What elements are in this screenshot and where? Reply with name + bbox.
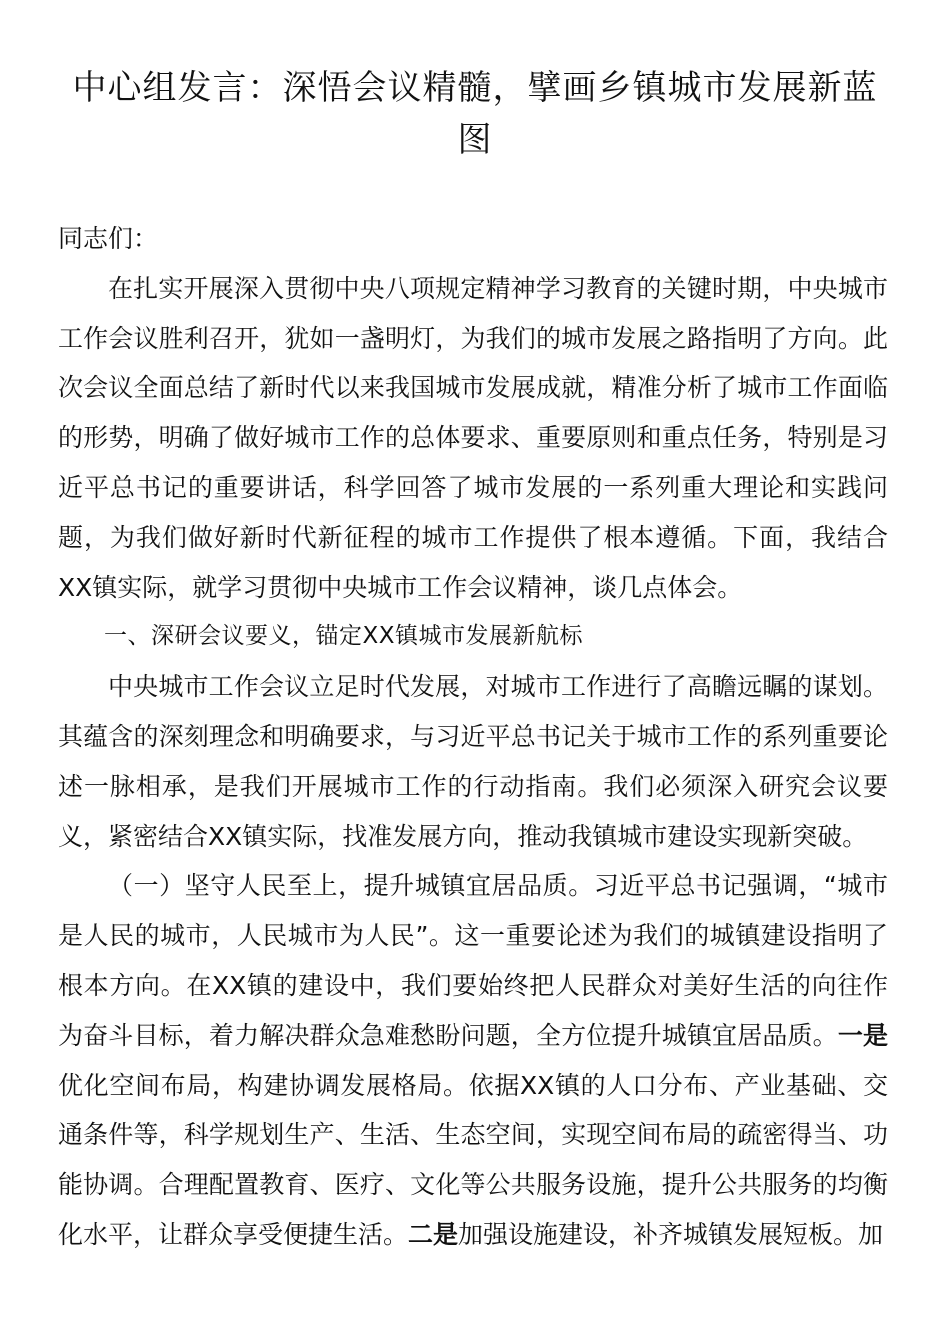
salutation: 同志们： (58, 224, 159, 253)
paragraph-subsection-1-text-b: 优化空间布局，构建协调发展格局。依据XX镇的人口分布、产业基础、交通条件等，科学规划生产、生活、生态空间，实现空间布局的疏密得当、功能协调。合理配置教育、医疗、文化等公共服务设施，提升公共服务的均衡化水平，让群众享受便捷生活。 (58, 1070, 888, 1249)
document-title: 中心组发言：深悟会议精髓，擘画乡镇城市发展新蓝图 (72, 68, 878, 160)
bold-point-2: 二是 (408, 1219, 459, 1249)
section-heading-1: 一、深研会议要义，锚定XX镇城市发展新航标 (104, 623, 584, 650)
bold-point-1: 一是 (837, 1020, 888, 1050)
document-body (58, 214, 888, 1260)
paragraph-subsection-1-text-a: （一）坚守人民至上，提升城镇宜居品质。习近平总书记强调，“城市是人民的城市，人民城市为人民”。这一重要论述为我们的城镇建设指明了根本方向。在XX镇的建设中，我们要始终把人民群众对美好生活的向往作为奋斗目标，着力解决群众急难愁盼问题，全方位提升城镇宜居品质。 (58, 871, 888, 1050)
paragraph-intro: 在扎实开展深入贯彻中央八项规定精神学习教育的关键时期，中央城市工作会议胜利召开，犹如一盏明灯，为我们的城市发展之路指明了方向。此次会议全面总结了新时代以来我国城市发展成就，精准分析了城市工作面临的形势，明确了做好城市工作的总体要求、重要原则和重点任务，特别是习近平总书记的重要讲话，科学回答了城市发展的一系列重大理论和实践问题，为我们做好新时代新征程的城市工作提供了根本遵循。下面，我结合XX镇实际，就学习贯彻中央城市工作会议精神，谈几点体会。 (58, 273, 888, 602)
paragraph-section-1: 中央城市工作会议立足时代发展，对城市工作进行了高瞻远瞩的谋划。其蕴含的深刻理念和明确要求，与习近平总书记关于城市工作的系列重要论述一脉相承，是我们开展城市工作的行动指南。我们必须深入研究会议要义，紧密结合XX镇实际，找准发展方向，推动我镇城市建设实现新突破。 (58, 672, 888, 851)
paragraph-subsection-1 (58, 861, 888, 1259)
paragraph-subsection-1-text-c: 加强设施建设，补齐城镇发展短板。加 (458, 1219, 884, 1249)
